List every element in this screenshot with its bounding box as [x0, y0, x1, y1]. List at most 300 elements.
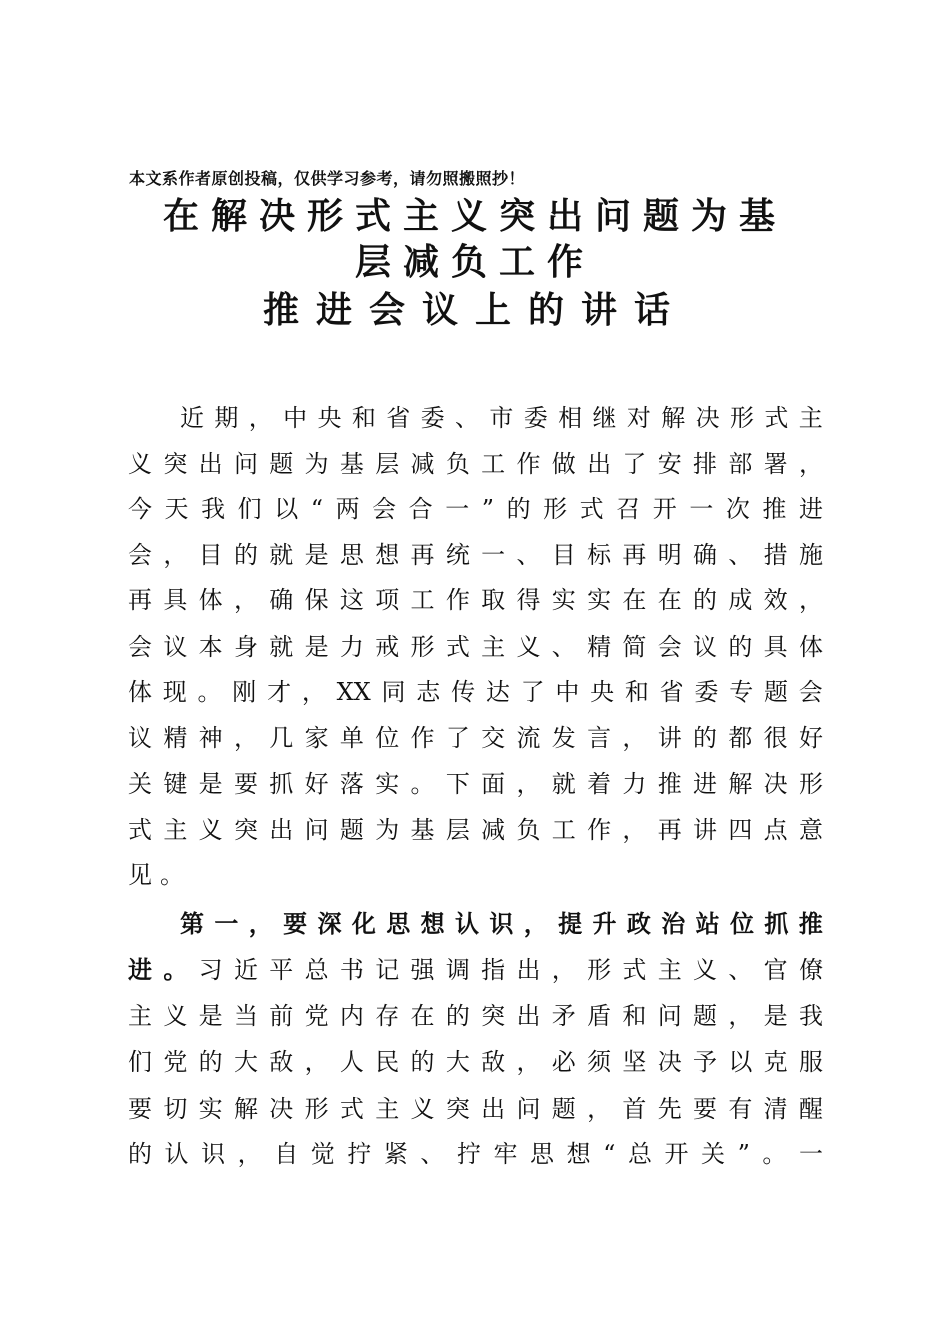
body-char: 和 — [622, 1002, 647, 1030]
body-char: 记 — [375, 956, 400, 984]
body-char: 是 — [198, 1002, 223, 1030]
body-char: 的 — [506, 495, 531, 523]
body-char: 了 — [520, 678, 545, 706]
body-char: 体 — [198, 586, 223, 614]
body-char: 形 — [730, 404, 754, 432]
body-char: 今 — [128, 495, 152, 523]
body-char: ， — [248, 404, 273, 432]
body-char: 具 — [163, 586, 188, 614]
body-char: 想 — [375, 541, 400, 569]
body-char: 僚 — [798, 956, 823, 984]
body-char: 化 — [351, 910, 376, 938]
body-char: 治 — [661, 910, 686, 938]
body-line — [128, 1047, 823, 1077]
body-char: ， — [516, 1048, 541, 1076]
body-char: 工 — [551, 816, 576, 844]
body-char: 前 — [269, 1002, 294, 1030]
body-char: 中 — [283, 404, 308, 432]
body-char: 思 — [386, 910, 411, 938]
body-char: 就 — [269, 633, 294, 661]
body-char: 决 — [657, 1048, 682, 1076]
body-line — [128, 632, 823, 662]
body-char: 题 — [551, 1095, 576, 1123]
body-char: 调 — [445, 956, 470, 984]
body-char: 基 — [339, 450, 364, 478]
body-char: 一 — [445, 495, 470, 523]
body-char: 认 — [164, 1140, 189, 1168]
body-char: XX — [336, 678, 371, 706]
body-char: 一 — [798, 1140, 823, 1168]
body-line — [128, 494, 823, 524]
body-char: 问 — [233, 450, 258, 478]
copyright-notice: 本文系作者原创投稿，仅供学习参考，请勿照搬照抄！ — [129, 169, 526, 188]
body-char: 盾 — [587, 1002, 612, 1030]
body-char: 问 — [304, 816, 329, 844]
body-char: ， — [523, 910, 548, 938]
body-char: 习 — [198, 956, 223, 984]
body-char: 、 — [516, 541, 541, 569]
body-char: 工 — [410, 586, 435, 614]
body-char: 出 — [587, 450, 612, 478]
body-line — [128, 723, 823, 753]
body-char: 。 — [410, 770, 435, 798]
body-char: 专 — [729, 678, 754, 706]
body-char: 对 — [626, 404, 651, 432]
body-char: 切 — [163, 1095, 188, 1123]
body-char: 有 — [728, 1095, 753, 1123]
body-char: 戒 — [375, 633, 400, 661]
body-char: 近 — [180, 404, 204, 432]
body-char: ， — [551, 956, 576, 984]
body-char: 我 — [201, 495, 226, 523]
body-char: 近 — [233, 956, 258, 984]
body-char: 民 — [375, 1048, 400, 1076]
body-char: 义 — [693, 956, 717, 984]
body-char: 指 — [481, 956, 506, 984]
body-char: 站 — [695, 910, 720, 938]
body-char: 单 — [339, 724, 364, 752]
body-char: 要 — [233, 770, 258, 798]
body-char: 必 — [551, 1048, 576, 1076]
body-char: 突 — [233, 816, 258, 844]
body-char: 式 — [445, 633, 470, 661]
body-char: 实 — [551, 586, 576, 614]
body-line — [128, 1001, 823, 1031]
body-char: ， — [301, 678, 326, 706]
body-char: 市 — [489, 404, 514, 432]
body-char: 。 — [160, 861, 184, 889]
body-char: 出 — [516, 1002, 541, 1030]
body-char: 下 — [445, 770, 470, 798]
body-char: 牢 — [493, 1140, 518, 1168]
body-char: 抓 — [764, 910, 789, 938]
body-char: 身 — [233, 633, 258, 661]
body-char: 关 — [128, 770, 152, 798]
body-char: 省 — [386, 404, 411, 432]
body-char: ， — [728, 1002, 753, 1030]
body-char: 总 — [304, 956, 329, 984]
body-char: 具 — [763, 633, 788, 661]
body-char: 题 — [339, 816, 364, 844]
body-char: 主 — [163, 816, 188, 844]
body-char: 书 — [339, 956, 364, 984]
body-char: 义 — [198, 816, 223, 844]
body-char: 题 — [693, 1002, 717, 1030]
body-char: 基 — [410, 816, 435, 844]
body-char: 流 — [516, 724, 541, 752]
body-char: 。 — [197, 678, 222, 706]
body-char: 深 — [317, 910, 342, 938]
body-char: 敌 — [269, 1048, 294, 1076]
body-char: 作 — [445, 586, 470, 614]
body-char: 体 — [798, 633, 823, 661]
body-char: 取 — [481, 586, 506, 614]
body-char: 解 — [233, 1095, 258, 1123]
body-char: 、 — [551, 633, 576, 661]
body-char: 同 — [381, 678, 406, 706]
title-line-2: 层减负工作 — [354, 241, 595, 283]
body-char: 现 — [162, 678, 187, 706]
body-line — [128, 677, 823, 707]
body-char: 。 — [762, 1140, 787, 1168]
body-char: 负 — [445, 450, 470, 478]
body-char: 位 — [730, 910, 754, 938]
body-char: 思 — [339, 541, 364, 569]
body-char: 是 — [198, 770, 223, 798]
body-char: 的 — [693, 724, 717, 752]
body-char: 都 — [728, 724, 753, 752]
body-char: 大 — [233, 1048, 258, 1076]
body-char: 的 — [693, 586, 717, 614]
body-char: 推 — [657, 770, 682, 798]
body-char: 识 — [489, 910, 514, 938]
body-char: 再 — [410, 541, 435, 569]
body-char: 义 — [128, 450, 152, 478]
body-char: 须 — [587, 1048, 612, 1076]
body-char: 得 — [516, 586, 541, 614]
body-char: 主 — [798, 404, 823, 432]
body-char: 署 — [763, 450, 788, 478]
body-line — [128, 540, 823, 570]
body-char: 实 — [587, 586, 612, 614]
body-char: 要 — [283, 910, 308, 938]
body-char: 自 — [274, 1140, 299, 1168]
body-char: 进 — [693, 770, 717, 798]
body-char: 开 — [652, 495, 677, 523]
body-char: 醒 — [798, 1095, 823, 1123]
body-char: 确 — [693, 541, 717, 569]
body-char: 思 — [530, 1140, 555, 1168]
body-char: 出 — [198, 450, 223, 478]
body-char: 项 — [375, 586, 400, 614]
body-char: “ — [603, 1140, 616, 1168]
body-char: 清 — [763, 1095, 788, 1123]
body-char: ， — [233, 724, 258, 752]
body-char: 目 — [198, 541, 223, 569]
body-char: 们 — [237, 495, 262, 523]
body-line — [128, 815, 823, 845]
body-char: 要 — [693, 1095, 717, 1123]
body-char: 实 — [375, 770, 400, 798]
body-line — [128, 449, 823, 479]
body-char: 要 — [128, 1095, 152, 1123]
body-char: 减 — [481, 816, 506, 844]
body-char: 会 — [128, 633, 152, 661]
body-char: 我 — [798, 1002, 823, 1030]
body-char: 交 — [481, 724, 506, 752]
body-char: 们 — [128, 1048, 152, 1076]
body-char: 主 — [481, 633, 506, 661]
body-char: 达 — [485, 678, 510, 706]
body-char: 见 — [128, 861, 152, 889]
body-char: 开 — [664, 1140, 689, 1168]
body-char: 精 — [587, 633, 612, 661]
body-char: 拧 — [347, 1140, 372, 1168]
body-char: 紧 — [383, 1140, 408, 1168]
body-char: 体 — [128, 678, 152, 706]
body-line — [128, 860, 823, 890]
body-char: 推 — [798, 910, 823, 938]
body-char: 和 — [624, 678, 649, 706]
body-char: 以 — [728, 1048, 753, 1076]
body-char: 效 — [763, 586, 788, 614]
body-line — [128, 769, 823, 799]
body-char: 题 — [763, 678, 788, 706]
body-char: 相 — [558, 404, 583, 432]
body-char: 议 — [128, 724, 152, 752]
body-char: 议 — [693, 633, 717, 661]
body-char: 召 — [616, 495, 641, 523]
body-char: 、 — [420, 1140, 445, 1168]
body-char: 主 — [657, 956, 682, 984]
body-char: 政 — [626, 910, 651, 938]
body-char: 强 — [410, 956, 435, 984]
body-char: 决 — [269, 1095, 294, 1123]
body-char: 讲 — [693, 816, 717, 844]
body-char: 觉 — [310, 1140, 335, 1168]
body-char: 省 — [659, 678, 684, 706]
body-char: 形 — [587, 956, 612, 984]
body-char: 再 — [128, 586, 152, 614]
body-char: 形 — [304, 1095, 329, 1123]
body-char: 出 — [516, 956, 541, 984]
body-char: 几 — [269, 724, 294, 752]
body-char: 层 — [445, 816, 470, 844]
body-char: 位 — [375, 724, 400, 752]
body-char: 统 — [445, 541, 470, 569]
body-char: 家 — [304, 724, 329, 752]
body-char: ， — [304, 1048, 329, 1076]
body-char: 四 — [728, 816, 753, 844]
body-char: 式 — [128, 816, 152, 844]
body-char: 关 — [701, 1140, 726, 1168]
body-char: 突 — [163, 450, 188, 478]
body-char: 想 — [566, 1140, 591, 1168]
body-char: 识 — [201, 1140, 226, 1168]
body-char: 着 — [587, 770, 612, 798]
body-char: 首 — [622, 1095, 647, 1123]
body-line — [128, 1094, 823, 1124]
body-char: 义 — [163, 1002, 188, 1030]
body-char: 会 — [128, 541, 152, 569]
body-char: 平 — [269, 956, 294, 984]
body-char: 。 — [163, 956, 188, 984]
body-char: 解 — [728, 770, 753, 798]
body-line — [180, 909, 823, 939]
body-char: 才 — [267, 678, 292, 706]
body-char: 确 — [269, 586, 294, 614]
body-char: 措 — [763, 541, 788, 569]
body-char: 主 — [375, 1095, 400, 1123]
body-char: 继 — [592, 404, 617, 432]
body-char: 意 — [798, 816, 823, 844]
body-char: 官 — [763, 956, 788, 984]
body-char: 一 — [689, 495, 714, 523]
body-char: 一 — [214, 910, 239, 938]
body-char: 解 — [661, 404, 686, 432]
body-char: 做 — [551, 450, 576, 478]
body-char: 坚 — [622, 1048, 647, 1076]
body-char: 力 — [622, 770, 647, 798]
body-char: 委 — [523, 404, 548, 432]
body-char: 、 — [455, 404, 479, 432]
body-char: 作 — [587, 816, 612, 844]
body-char: 好 — [798, 724, 823, 752]
body-char: 式 — [579, 495, 604, 523]
body-char: 落 — [339, 770, 364, 798]
body-char: 内 — [339, 1002, 364, 1030]
body-char: 作 — [516, 450, 541, 478]
body-char: 精 — [163, 724, 188, 752]
body-char: ， — [516, 770, 541, 798]
body-char: 是 — [304, 541, 329, 569]
body-char: 矛 — [551, 1002, 576, 1030]
body-char: 这 — [339, 586, 364, 614]
body-char: ， — [163, 541, 188, 569]
body-char: 排 — [693, 450, 717, 478]
body-char: 义 — [410, 1095, 435, 1123]
body-char: 的 — [445, 1002, 470, 1030]
body-char: 形 — [410, 633, 435, 661]
body-char: 以 — [274, 495, 299, 523]
body-char: 的 — [728, 633, 753, 661]
body-char: 的 — [410, 1048, 435, 1076]
body-char: 力 — [339, 633, 364, 661]
body-char: ， — [233, 586, 258, 614]
body-line — [128, 955, 823, 985]
body-char: 言 — [587, 724, 612, 752]
body-char: 认 — [455, 910, 479, 938]
body-char: 拧 — [456, 1140, 481, 1168]
body-char: 会 — [372, 495, 397, 523]
body-char: 标 — [587, 541, 612, 569]
body-char: 人 — [339, 1048, 364, 1076]
body-char: 就 — [551, 770, 576, 798]
body-char: 式 — [622, 956, 647, 984]
body-char: 再 — [657, 816, 682, 844]
body-char: 推 — [762, 495, 787, 523]
body-char: 保 — [304, 586, 329, 614]
body-char: 在 — [622, 586, 647, 614]
body-char: 抓 — [269, 770, 294, 798]
body-char: 决 — [763, 770, 788, 798]
body-char: 党 — [163, 1048, 188, 1076]
body-char: 服 — [798, 1048, 823, 1076]
body-char: 是 — [304, 633, 329, 661]
body-char: 议 — [163, 633, 188, 661]
body-char: ， — [622, 816, 647, 844]
body-char: ， — [798, 450, 823, 478]
body-char: 减 — [410, 450, 435, 478]
body-char: 为 — [304, 450, 329, 478]
body-char: 负 — [516, 816, 541, 844]
body-char: 志 — [416, 678, 441, 706]
body-char: 存 — [375, 1002, 400, 1030]
body-char: 中 — [555, 678, 580, 706]
body-char: 期 — [214, 404, 239, 432]
body-char: 总 — [627, 1140, 652, 1168]
body-line — [128, 1139, 823, 1169]
body-char: 问 — [657, 1002, 682, 1030]
body-char: 合 — [408, 495, 433, 523]
body-char: 的 — [128, 1140, 152, 1168]
body-char: 敌 — [481, 1048, 506, 1076]
body-char: ， — [248, 910, 273, 938]
body-char: 式 — [339, 1095, 364, 1123]
body-char: 再 — [622, 541, 647, 569]
body-char: 为 — [375, 816, 400, 844]
body-char: 的 — [233, 541, 258, 569]
body-char: 克 — [763, 1048, 788, 1076]
body-line — [180, 403, 823, 433]
body-char: 突 — [445, 1095, 470, 1123]
body-char: 第 — [180, 910, 204, 938]
body-char: 央 — [317, 404, 342, 432]
body-char: 和 — [351, 404, 376, 432]
body-char: 形 — [543, 495, 568, 523]
body-char: 好 — [304, 770, 329, 798]
body-char: 党 — [304, 1002, 329, 1030]
body-char: ， — [622, 724, 647, 752]
body-char: 层 — [375, 450, 400, 478]
title-line-1: 在解决形式主义突出问题为基 — [162, 195, 787, 237]
body-char: 先 — [657, 1095, 682, 1123]
body-char: 的 — [198, 1048, 223, 1076]
body-char: 施 — [798, 541, 823, 569]
body-char: 决 — [695, 404, 720, 432]
body-char: 刚 — [232, 678, 257, 706]
body-char: ” — [737, 1140, 750, 1168]
body-char: 神 — [198, 724, 223, 752]
body-char: 想 — [420, 910, 445, 938]
body-char: 义 — [516, 633, 541, 661]
body-char: 大 — [445, 1048, 470, 1076]
body-char: 会 — [657, 633, 682, 661]
body-char: 成 — [728, 586, 753, 614]
body-char: 了 — [622, 450, 647, 478]
body-char: 升 — [592, 910, 617, 938]
body-char: 次 — [725, 495, 750, 523]
body-char: 予 — [693, 1048, 717, 1076]
body-char: ， — [798, 586, 823, 614]
body-char: 明 — [657, 541, 682, 569]
body-char: 目 — [551, 541, 576, 569]
body-char: 主 — [128, 1002, 152, 1030]
body-char: ， — [237, 1140, 262, 1168]
body-char: 工 — [481, 450, 506, 478]
body-char: 题 — [269, 450, 294, 478]
title-line-3: 推进会议上的讲话 — [262, 289, 687, 331]
